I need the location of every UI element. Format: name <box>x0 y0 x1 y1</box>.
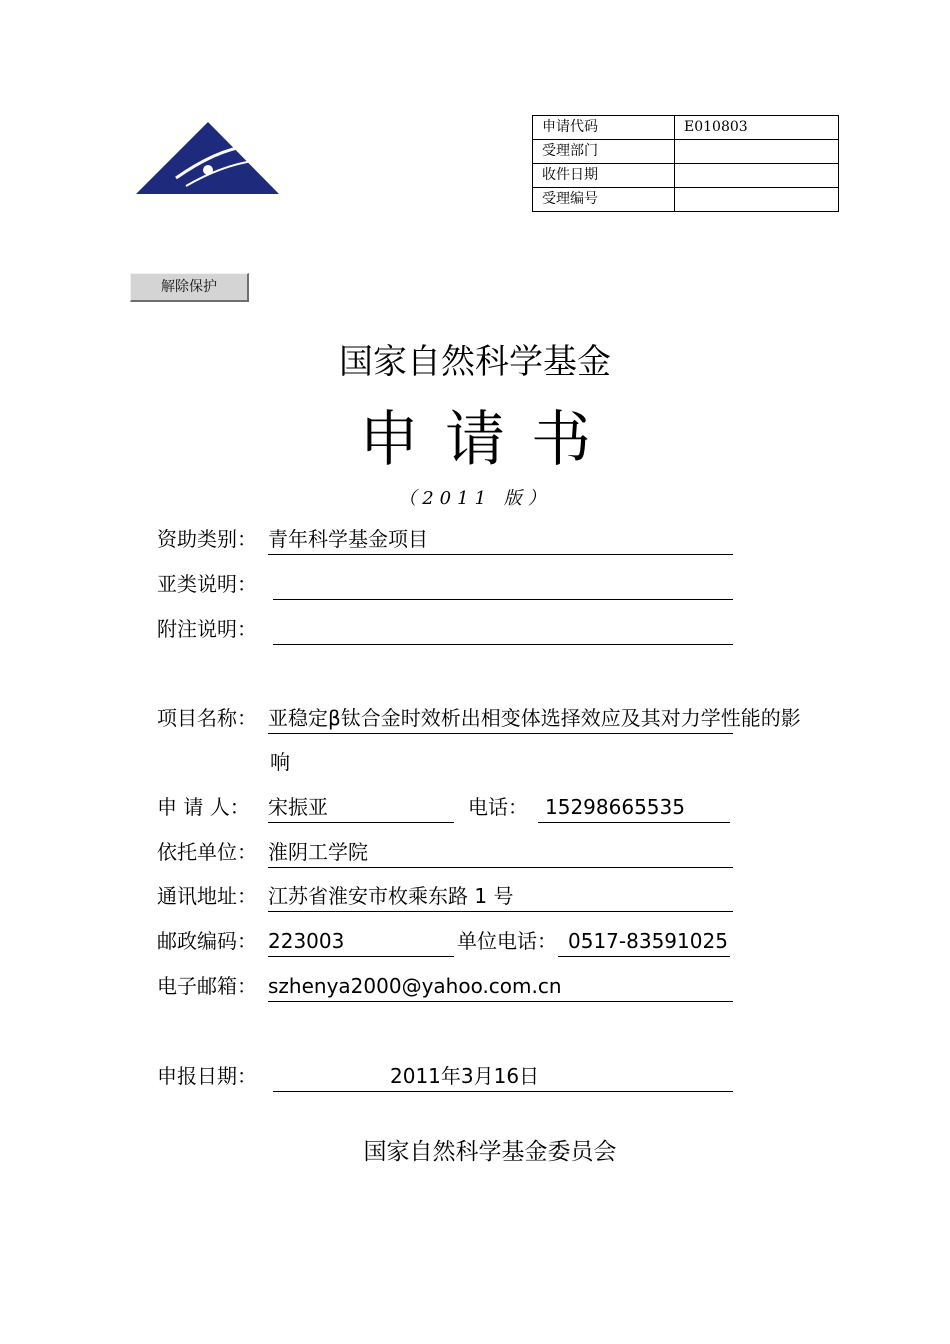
submit-date-label: 申报日期： <box>157 1064 257 1088</box>
table-row <box>533 188 839 212</box>
notes-label: 附注说明： <box>157 617 257 641</box>
institution-label: 依托单位： <box>157 840 257 864</box>
unit-phone-label: 单位电话： <box>457 929 557 953</box>
project-name-field[interactable]: 亚稳定β钛合金时效析出相变体选择效应及其对力学性能的影 <box>268 703 733 734</box>
committee-name: 国家自然科学基金委员会 <box>363 1139 617 1165</box>
email-field[interactable]: szhenya2000@yahoo.com.cn <box>268 971 733 1002</box>
fund-name: 国家自然科学基金 <box>339 342 611 382</box>
funding-type-field[interactable]: 青年科学基金项目 <box>268 524 733 555</box>
postal-code-field[interactable]: 223003 <box>268 926 454 957</box>
email-label: 电子邮箱： <box>157 974 257 998</box>
table-key: 受理编号 <box>533 188 675 212</box>
department-value <box>675 140 839 164</box>
table-key: 申请代码 <box>533 116 675 140</box>
address-label: 通讯地址： <box>157 884 257 908</box>
unprotect-button[interactable]: 解除保护 <box>130 273 249 302</box>
project-name-continuation: 响 <box>270 750 290 774</box>
subtype-field[interactable] <box>273 569 733 600</box>
applicant-field[interactable]: 宋振亚 <box>268 792 454 823</box>
applicant-label: 申 请 人： <box>157 795 250 819</box>
table-row <box>533 116 839 140</box>
table-key: 收件日期 <box>533 164 675 188</box>
table-row <box>533 164 839 188</box>
table-key: 受理部门 <box>533 140 675 164</box>
funding-type-label: 资助类别： <box>157 527 257 551</box>
submit-date-field[interactable]: 2011年3月16日 <box>273 1061 733 1092</box>
notes-field[interactable] <box>273 614 733 645</box>
application-info-table <box>532 115 839 212</box>
subtype-label: 亚类说明： <box>157 572 257 596</box>
postal-code-label: 邮政编码： <box>157 929 257 953</box>
application-code-value: E010803 <box>675 116 839 140</box>
project-name-label: 项目名称： <box>157 706 257 730</box>
accept-number-value <box>675 188 839 212</box>
phone-label: 电话： <box>468 795 528 819</box>
doc-title: 申请书 <box>359 405 617 475</box>
table-row <box>533 140 839 164</box>
address-field[interactable]: 江苏省淮安市枚乘东路 1 号 <box>268 881 733 912</box>
receipt-date-value <box>675 164 839 188</box>
institution-field[interactable]: 淮阴工学院 <box>268 837 733 868</box>
unit-phone-field[interactable]: 0517-83591025 <box>558 926 730 957</box>
nsfc-logo <box>136 120 280 196</box>
phone-field[interactable]: 15298665535 <box>538 792 730 823</box>
doc-version: （2011 版） <box>398 488 552 509</box>
